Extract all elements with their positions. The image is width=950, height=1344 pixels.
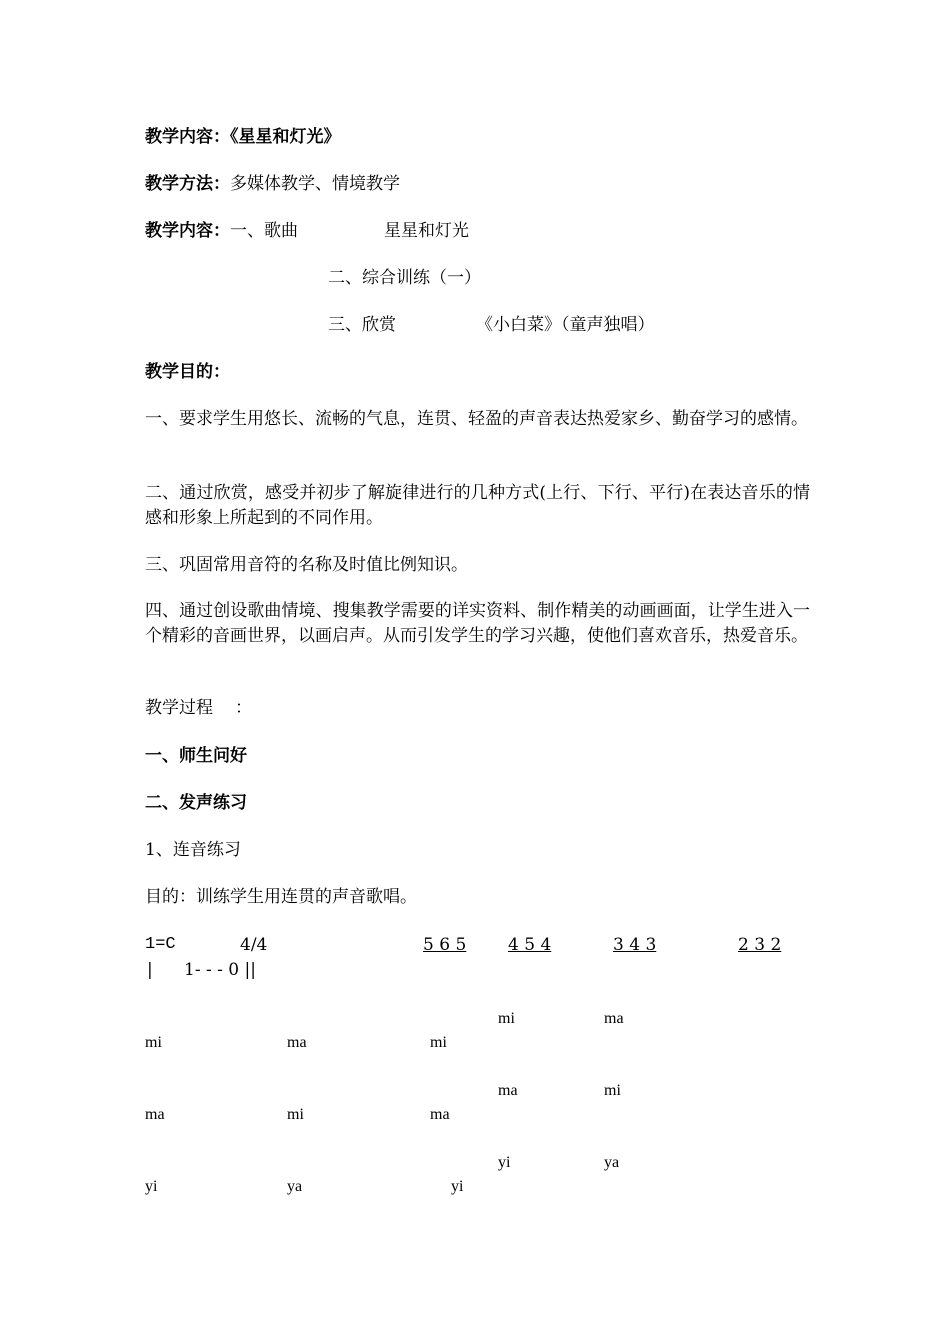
note-group-3: 3 4 3	[613, 935, 657, 955]
syllable: yi	[498, 1154, 511, 1171]
method-label: 教学方法：	[145, 174, 230, 194]
process-heading-line	[145, 697, 213, 719]
syllable: mi	[498, 1010, 515, 1027]
time-signature: 4/4	[240, 935, 268, 955]
content-line	[145, 126, 341, 148]
syllable: yi	[145, 1178, 158, 1195]
syllable: ma	[430, 1106, 450, 1123]
step-1: 一、师生问好	[145, 746, 247, 766]
item-1-title: 星星和灯光	[384, 221, 469, 241]
goal-paragraph-1: 一、要求学生用悠长、流畅的气息，连贯、轻盈的声音表达热爱家乡、勤奋学习的感情。	[145, 409, 808, 429]
syllable: yi	[451, 1178, 464, 1195]
goal-paragraph-3: 三、巩固常用音符的名称及时值比例知识。	[145, 555, 468, 575]
syllable: ma	[145, 1106, 165, 1123]
process-colon: ：	[235, 698, 252, 718]
process-heading: 教学过程	[145, 698, 213, 718]
syllable: ya	[604, 1154, 620, 1171]
syllable: mi	[145, 1034, 162, 1051]
method-line	[145, 173, 400, 195]
syllable: ya	[287, 1178, 303, 1195]
syllable: ma	[604, 1010, 624, 1027]
syllable: mi	[430, 1034, 447, 1051]
syllable: mi	[604, 1082, 621, 1099]
note-group-2: 4 5 4	[508, 935, 552, 955]
note-group-4: 2 3 2	[738, 935, 782, 955]
item-2: 二、综合训练（一）	[328, 268, 481, 288]
content-title: 《星星和灯光》	[230, 127, 341, 147]
item-3-title: 《小白菜》（童声独唱）	[476, 315, 655, 335]
key-signature: 1=C	[145, 935, 176, 954]
sub-step-1: 1、连音练习	[145, 840, 241, 860]
goal-paragraph-4: 四、通过创设歌曲情境、搜集教学需要的详实资料、制作精美的动画画面，让学生进入一个精彩的音画世界，以画启声。从而引发学生的学习兴趣，使他们喜欢音乐，热爱音乐。	[145, 601, 810, 646]
items-label: 教学内容：	[145, 221, 230, 241]
purpose-line: 目的：训练学生用连贯的声音歌唱。	[145, 887, 417, 907]
method-value: 多媒体教学、情境教学	[230, 174, 400, 194]
step-2: 二、发声练习	[145, 793, 247, 813]
item-3: 三、欣赏	[328, 315, 396, 335]
bar-line: |	[147, 960, 153, 980]
items-line	[145, 220, 298, 242]
final-note: 1- - - 0 ||	[184, 960, 256, 980]
syllable: ma	[498, 1082, 518, 1099]
item-1: 一、歌曲	[230, 221, 298, 241]
content-label: 教学内容：	[145, 127, 230, 147]
goal-paragraph-2: 二、通过欣赏，感受并初步了解旋律进行的几种方式(上行、下行、平行)在表达音乐的情感和形象上所起到的不同作用。	[145, 483, 810, 528]
note-group-1: 5 6 5	[423, 935, 467, 955]
syllable: ma	[287, 1034, 307, 1051]
syllable: mi	[287, 1106, 304, 1123]
goals-heading: 教学目的：	[145, 362, 230, 382]
